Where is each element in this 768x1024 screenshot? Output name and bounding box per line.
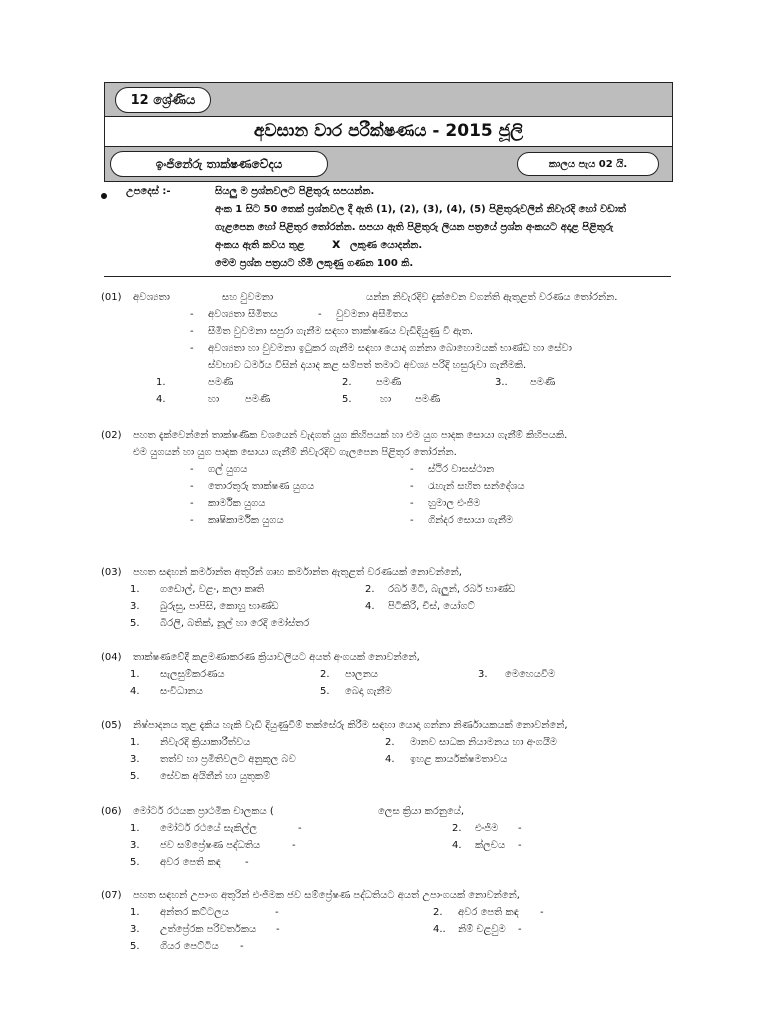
instruction-line: අංකය ඇති කවය තුළ [215, 240, 305, 251]
option-text: අවර පෙති කඳ [458, 907, 519, 918]
dash: - [410, 515, 414, 526]
dash: - [190, 515, 194, 526]
instruction-line: සියලු ම ප්‍රශ්නවලට පිළිතුරු සපයන්න. [215, 186, 375, 197]
dash: - [190, 343, 194, 354]
question-text: එම යුගයන් හා යුග පාදක සොයා ගැනීම් නිවැරදිව ගැලපෙන පිළිතුර තෝරන්න. [133, 447, 457, 458]
option-text: හා [380, 394, 392, 405]
list-item: තොරතුරු තාක්ෂණ යුගය [208, 481, 315, 492]
statement: ස්වභාව ධර්මය විසින් දායාද කළ සම්පත් තමාට අවශ්‍ය පරිදි හසුරුවා ගැනීමකි. [208, 360, 527, 371]
option-number: 2. [433, 907, 443, 918]
instruction-line: අංක 1 සිට 50 තෙක් ප්‍රශ්නවල දී ඇති (1), (2), (3), (4), (5) පිළිතුරුවලින් නිවැරදි හෝ වඩාත් [215, 204, 626, 215]
dash: - [410, 498, 414, 509]
dash: - [190, 481, 194, 492]
option-number: 1. [156, 377, 166, 388]
option-text: මෙහෙයවීම [505, 669, 556, 680]
option-text: මෝටර් රථයේ සැකිල්ල [160, 823, 258, 834]
time-badge [517, 152, 659, 176]
option-text: සංවිධානය [160, 686, 203, 697]
question-number: (06) [101, 806, 122, 817]
option-number: 1. [130, 737, 140, 748]
option-text: අවර පෙති කඳ [160, 857, 221, 868]
question-text: අවශ්‍යතා [133, 292, 170, 303]
option-text: ගඩොල්, වළං, කලා කෘති [160, 584, 265, 595]
option-number: 4. [452, 840, 462, 851]
instruction-line: ලකුණ යොදන්න. [350, 240, 423, 251]
option-number: 5. [130, 857, 140, 868]
list-item: හුමාල එංජිම [428, 498, 481, 509]
subject-label: ඉංජිනේරු තාක්ෂණවේදය [155, 156, 283, 171]
dash: - [276, 924, 280, 935]
grade-label: 12 ශ්‍රේණිය [130, 92, 196, 108]
option-text: හා [208, 394, 220, 405]
dash: - [240, 941, 244, 952]
option-text: පමණි [415, 394, 441, 405]
option-text: ඉහළ කාර්යක්ෂමතාවය [410, 754, 508, 765]
dash: - [518, 840, 522, 851]
dash: - [190, 309, 194, 320]
list-item: ගින්දර සොයා ගැනීම [428, 515, 514, 526]
option-number: 5. [130, 941, 140, 952]
option-text: පාලනය [345, 669, 378, 680]
divider [104, 276, 671, 277]
list-item: ස්ථිර වාසස්ථාන [428, 464, 495, 475]
option-number: 4. [130, 686, 140, 697]
instruction-line: මෙම ප්‍රශ්න පත්‍රයට හිමි ලකුණු ගණන 100 කි. [215, 258, 414, 269]
question-text: මෝටර් රථයක ප්‍රාථමික චාලකය ( [133, 806, 274, 817]
option-text: සැලසුම්කරණය [160, 669, 225, 680]
option-number: 2. [342, 377, 352, 388]
option-number: 4.. [433, 924, 446, 935]
question-text: ලෙස ක්‍රියා කරනුයේ, [378, 806, 465, 817]
option-text: එංජිම [475, 823, 499, 834]
question-text: පහත දැක්වෙන්නේ තාක්ෂණික වශයෙන් වැදගත් යුග කිහිපයක් හා එම යුග පාදක සොයා ගැනීම් කිහිපයකි. [133, 430, 568, 441]
option-number: 4. [365, 601, 375, 612]
option-number: 3. [478, 669, 488, 680]
option-number: 4. [385, 754, 395, 765]
option-number: 5. [320, 686, 330, 697]
question-text: නිෂ්පාදනය තුළ දැකිය හැකි වැඩි දියුණුවීම් තක්සේරු කිරීම සඳහා යොදා ගන්නා නිර්ණායකයක් නොවන්නේ, [133, 720, 568, 731]
dash: - [518, 823, 522, 834]
question-text: සහ වුවමනා [222, 292, 274, 303]
option-text: රබර් මිටි, බැලුන්, රබර් භාණ්ඩ [388, 584, 516, 595]
option-text: තත්ව හා ප්‍රමිතිවලට අනුකූල බව [160, 754, 296, 765]
option-number: 3.. [495, 377, 508, 388]
dash: - [190, 464, 194, 475]
option-text: පමණි [530, 377, 556, 388]
option-text: බෙදා ගැනීම [345, 686, 392, 697]
question-number: (05) [101, 720, 122, 731]
header-subject-band [104, 146, 673, 182]
option-text: ගියර පෙට්ටිය [160, 941, 219, 952]
option-number: 1. [130, 669, 140, 680]
list-item: ගල් යුගය [208, 464, 248, 475]
cross-mark-icon: x [332, 237, 341, 252]
option-text: නිම් චළවුම [458, 924, 506, 935]
list-item: කෘෂිකාර්මික යුගය [208, 515, 284, 526]
option-text: මානව සාධක නියාමනය හා අංගයීම [410, 737, 558, 748]
option-text: ක්ලචය [475, 840, 506, 851]
option-number: 3. [130, 924, 140, 935]
question-number: (04) [101, 652, 122, 663]
option-number: 2. [385, 737, 395, 748]
dash: - [190, 498, 194, 509]
question-number: (02) [101, 430, 122, 441]
option-text: බුරුසු, පාපිසි, කොහු භාණ්ඩ [160, 601, 279, 612]
grade-badge [115, 87, 211, 113]
dash: - [292, 840, 296, 851]
option-number: 3. [130, 601, 140, 612]
option-text: පමණි [376, 377, 402, 388]
dash: - [190, 326, 194, 337]
instructions-label: උපදෙස් :- [126, 186, 171, 197]
option-text: ජව සම්ප්‍රේෂණ පද්ධතිය [160, 840, 261, 851]
option-text: බිරලි, බතික්, නූල් හා රෙදි මෝස්තර [160, 618, 310, 629]
subject-badge [110, 151, 328, 177]
dash: - [275, 907, 279, 918]
question-text: පහත සඳහන් උපාංග අතුරින් එංජිමක ජව සම්ප්‍රේෂණ පද්ධතියට අයත් උපාංගයක් නොවන්නේ, [133, 890, 520, 901]
question-number: (01) [101, 292, 122, 303]
header-title-band [104, 116, 673, 147]
option-number: 3. [130, 754, 140, 765]
statement: අවශ්‍යතා හා වුවමනා ඉටුකර ගැනීම සඳහා යොදා ගන්නා බොහොමයක් භාණ්ඩ හා සේවා [208, 343, 572, 354]
dash: - [298, 823, 302, 834]
question-number: (07) [101, 890, 122, 901]
option-number: 1. [130, 584, 140, 595]
dash: - [410, 464, 414, 475]
option-number: 1. [130, 823, 140, 834]
option-text: පිටිකිරි, චීස්, යෝගට් [388, 601, 475, 612]
statement: අවශ්‍යතා සීමිතය [208, 309, 278, 320]
list-item: රැහැන් සහිත සන්දේශය [428, 481, 525, 492]
question-number: (03) [101, 567, 122, 578]
option-text: නිවැරදි ක්‍රියාකාරීත්වය [160, 737, 251, 748]
list-item: කාර්මික යුගය [208, 498, 266, 509]
option-number: 2. [452, 823, 462, 834]
dash: - [540, 907, 544, 918]
question-text: පහත සඳහන් කර්මාන්ත අතුරින් ගෘහ කර්මාන්ත ඇතුළත් වරණයක් නොවන්නේ, [133, 567, 462, 578]
dash: - [318, 309, 322, 320]
option-text: පමණි [245, 394, 271, 405]
statement: සීමිත වුවමනා සපුරා ගැනීම සඳහා තාක්ෂණය වැඩිදියුණු වී ඇත. [208, 326, 474, 337]
option-text: පමණි [208, 377, 234, 388]
question-text: යන්න නිවැරදිව දැක්වෙන වගන්ති ඇතුළත් වරණය තෝරන්න. [366, 292, 618, 303]
exam-title: අවසාන වාර පරීක්ෂණය - 2015 ජූලි [253, 121, 524, 141]
option-text: අන්තර කට්ටලය [160, 907, 229, 918]
dash: - [518, 924, 522, 935]
bullet-icon [101, 193, 107, 199]
question-text: තාක්ෂණවේදී කළමණාකරණ ක්‍රියාවලියට අයත් අංගයක් නොවන්නේ, [133, 652, 420, 663]
option-number: 4. [156, 394, 166, 405]
option-number: 5. [130, 618, 140, 629]
header-grade-band [104, 82, 673, 117]
instruction-line: ගැළපෙන හෝ පිළිතුර තෝරන්න. සපයා ඇති පිළිතුරු ලියන පත්‍රයේ ප්‍රශ්න අංකයට අදාළ පිළිතුරු [215, 222, 614, 233]
option-number: 2. [320, 669, 330, 680]
time-label: කාලය පැය 02 යි. [548, 158, 628, 170]
statement: වුවමනා අසීමිතය [336, 309, 409, 320]
option-number: 1. [130, 907, 140, 918]
option-number: 5. [342, 394, 352, 405]
option-text: සේවක අයිතීන් හා යුතුකම් [160, 771, 271, 782]
option-number: 3. [130, 840, 140, 851]
option-number: 5. [130, 771, 140, 782]
dash: - [245, 857, 249, 868]
option-text: උත්ප්‍රේරක පරිවර්තකය [160, 924, 257, 935]
dash: - [410, 481, 414, 492]
option-number: 2. [365, 584, 375, 595]
